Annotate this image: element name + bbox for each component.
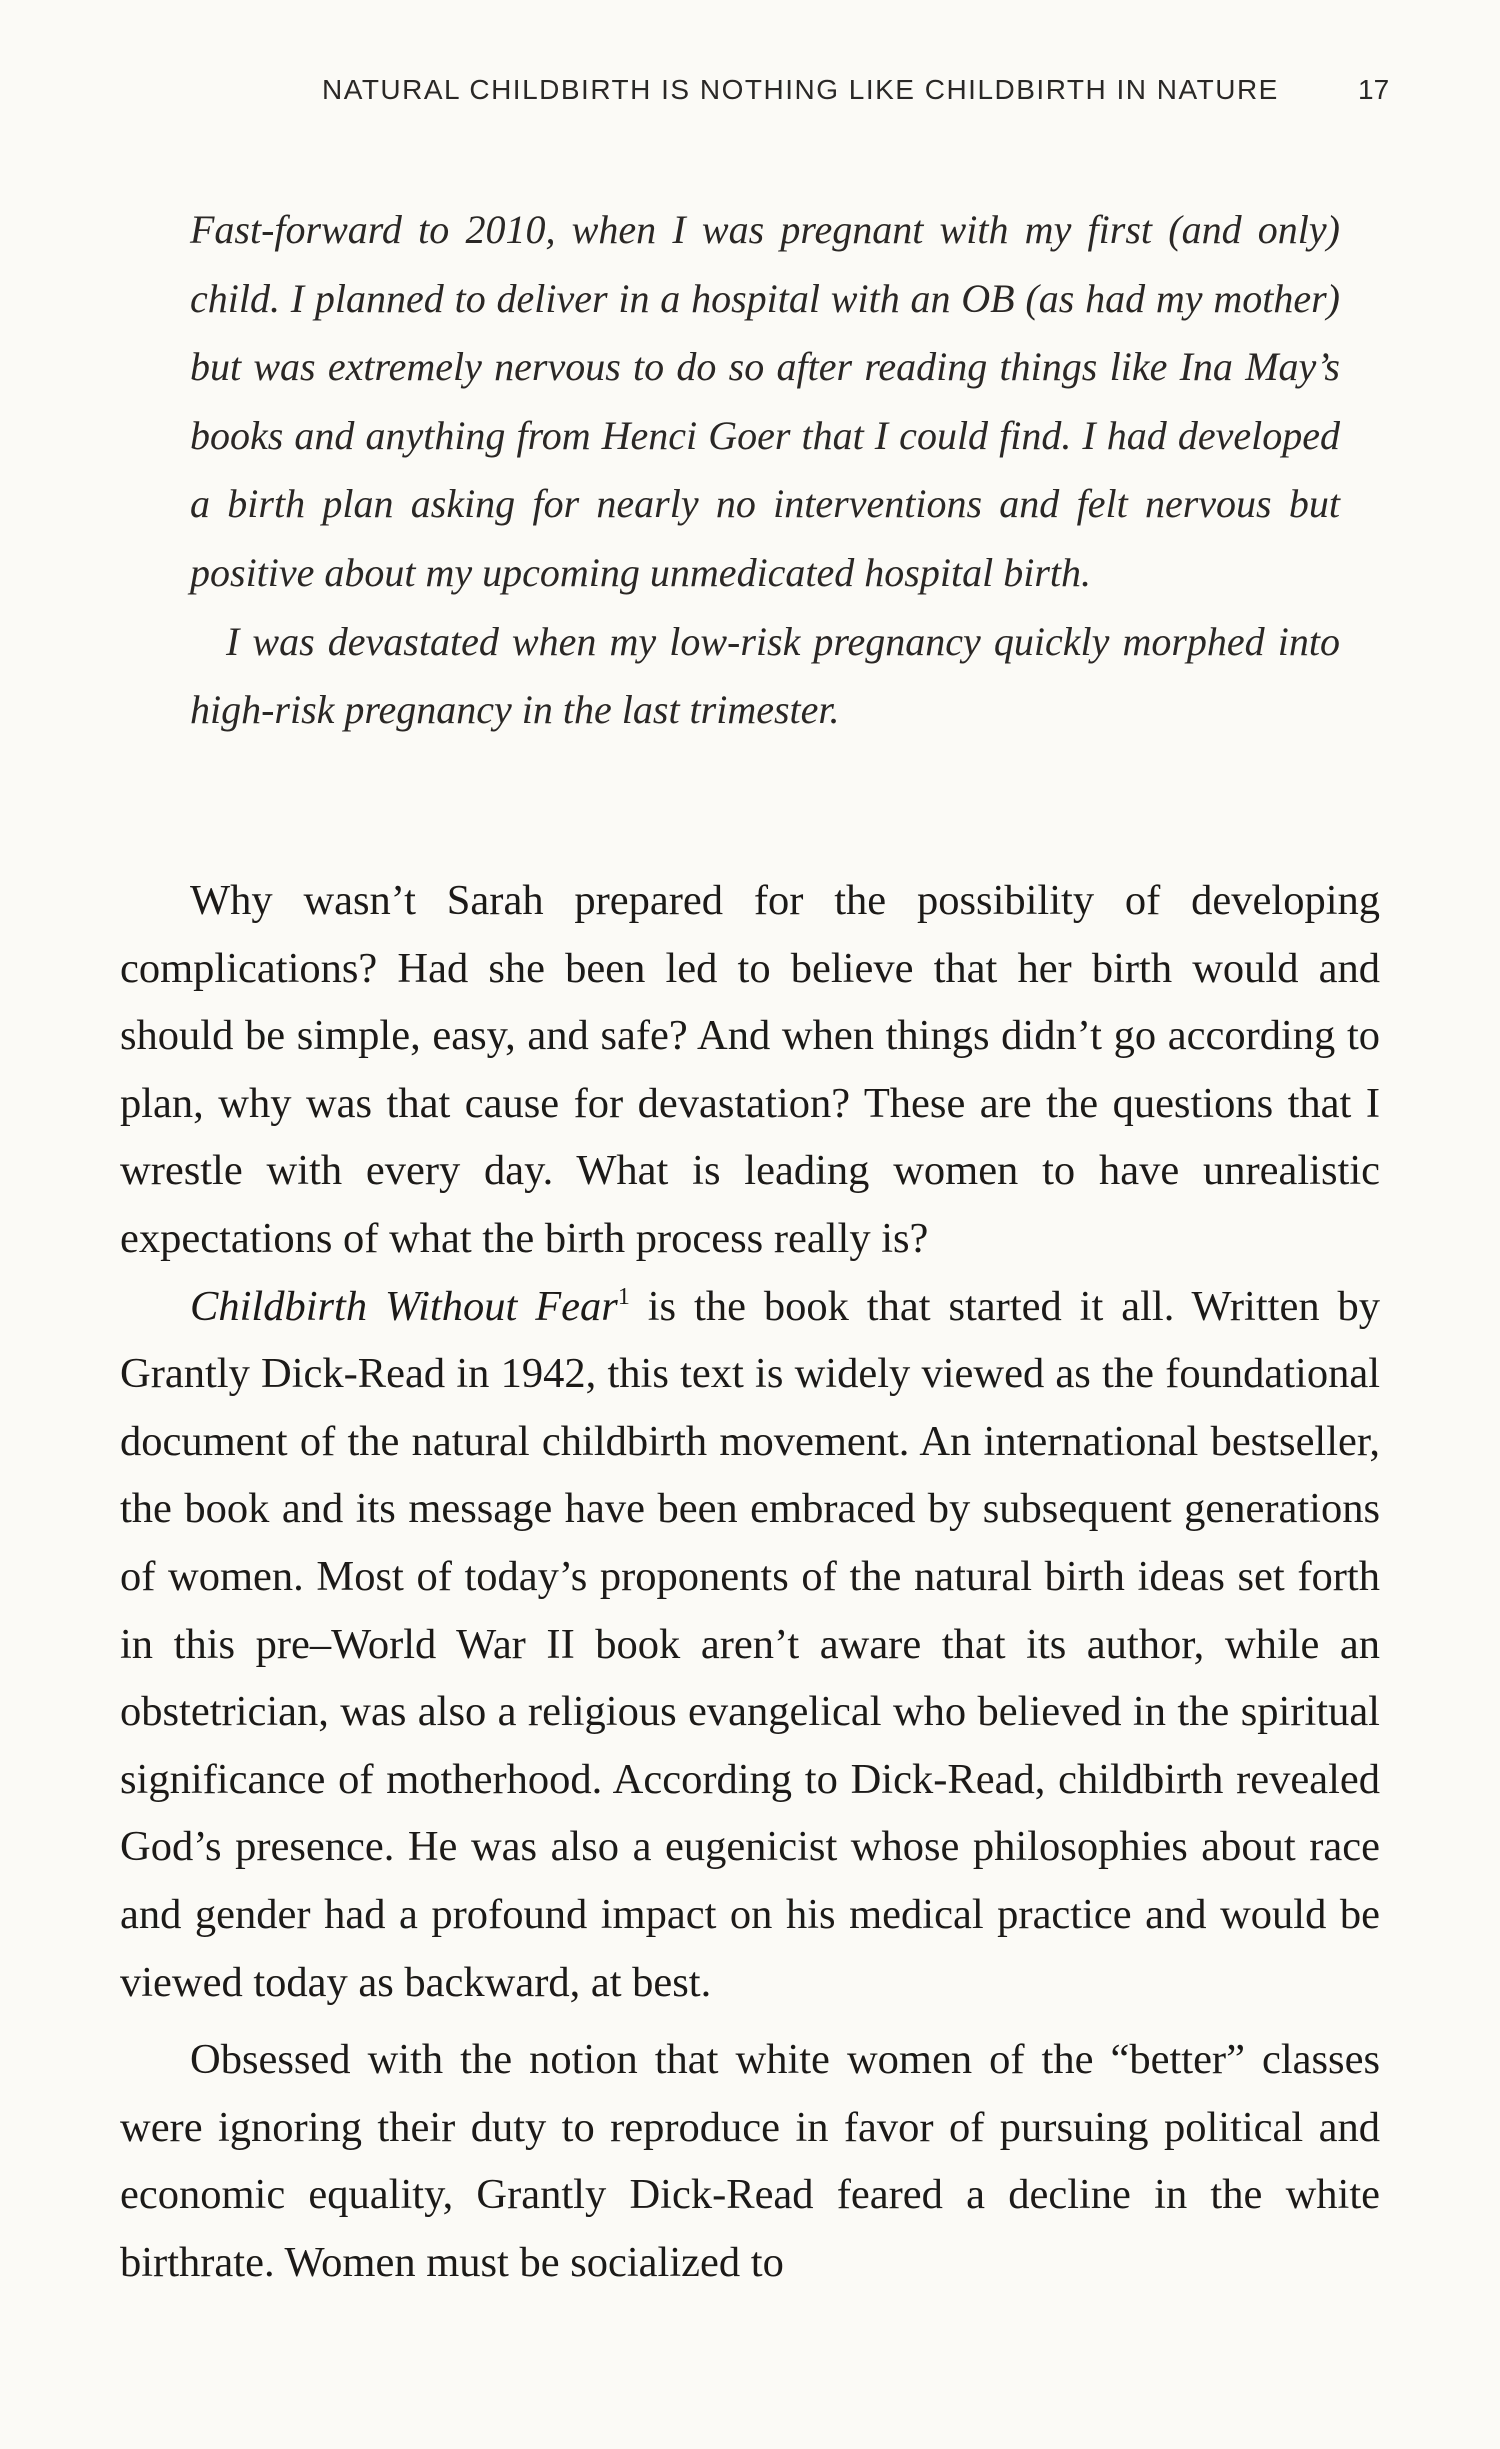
running-head: NATURAL CHILDBIRTH IS NOTHING LIKE CHILDBIRTH IN NATURE <box>322 74 1279 105</box>
quote-paragraph: I was devastated when my low-risk pregnancy quickly morphed into high-risk pregnancy in the last trimester. <box>190 618 1340 733</box>
book-title: Childbirth Without Fear <box>190 1282 618 1330</box>
body-text <box>120 867 1380 2296</box>
body-paragraph-text: is the book that started it all. Written by Grantly Dick-Read in 1942, this text is widely viewed as the foundational document of the natural childbirth movement. An international bestseller, the book and its message have been embraced by subsequent generations of women. Most of today’s proponents of the natural birth ideas set forth in this pre–World War II book aren’t aware that its author, while an obstetrician, was also a religious evangelical who believed in the spiritual significance of motherhood. According to Dick-Read, childbirth revealed God’s presence. He was also a eugenicist whose philosophies about race and gender had a profound impact on his medical practice and would be viewed today as backward, at best. <box>120 1282 1380 2006</box>
page-header <box>0 74 1500 124</box>
body-paragraph: Obsessed with the notion that white women of the “better” classes were ignoring their duty to reproduce in favor of pursuing political and economic equality, Grantly Dick-Read feared a decline in the white birthrate. Women must be socialized to <box>120 2036 1380 2286</box>
page-number: 17 <box>1358 74 1390 105</box>
body-paragraph <box>120 1273 1380 2017</box>
block-quote <box>190 196 1340 745</box>
quote-paragraph: Fast-forward to 2010, when I was pregnant with my first (and only) child. I planned to deliver in a hospital with an OB (as had my mother) but was extremely nervous to do so after reading things like Ina May’s books and anything from Henci Goer that I could find. I had developed a birth plan asking for nearly no interventions and felt nervous but positive about my upcoming unmedicated hospital birth. <box>190 207 1340 595</box>
footnote-marker: 1 <box>617 1283 630 1310</box>
body-paragraph: Why wasn’t Sarah prepared for the possibility of developing complications? Had she been led to believe that her birth would and should be simple, easy, and safe? And when things didn’t go according to plan, why was that cause for devastation? These are the questions that I wrestle with every day. What is leading women to have unrealistic expectations of what the birth process really is? <box>120 877 1380 1262</box>
